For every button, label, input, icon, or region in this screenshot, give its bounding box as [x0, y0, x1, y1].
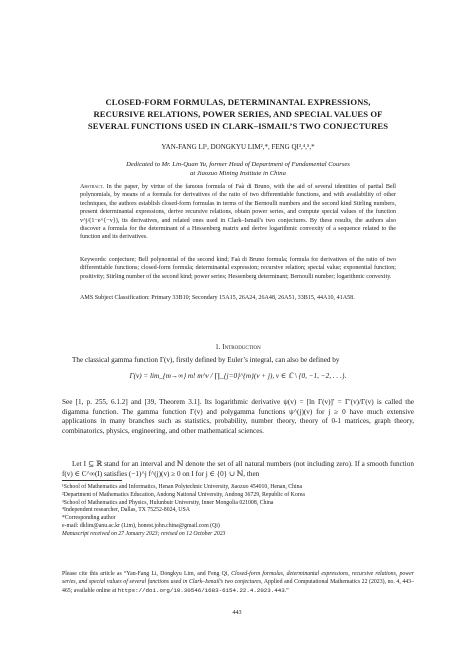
doi-link[interactable]: https://doi.org/10.30546/1683-6154.22.4.2023.443: [117, 586, 285, 594]
monotone-paragraph: Let I ⊆ ℝ stand for an interval and ℕ denote the set of all natural numbers (not including zero). If a smooth function f(v) ∈ C^∞(I) satisfies (−1)^j f^(j)(v) ≥ 0 on I for j ∈ {0} ∪ ℕ, then: [62, 460, 414, 478]
gamma-formula: Γ(v) = lim_{m→∞} m! m^v / ∏_{j=0}^{m}(v + j), v ∈ ℂ \ {0, −1, −2, . . .}.: [129, 372, 347, 380]
author-list: YAN-FANG LI¹, DONGKYU LIM²,*, FENG QI³,⁴,⁵,*: [161, 143, 315, 151]
dedication-line: at Jiaozuo Mining Institute in China: [190, 170, 286, 177]
dedication: [62, 160, 414, 178]
abstract: [80, 183, 396, 242]
keywords-label: Keywords:: [80, 257, 107, 263]
title-line: SEVERAL FUNCTIONS USED IN CLARK–ISMAIL’S TWO CONJECTURES: [87, 121, 389, 131]
keywords-text: conjecture; Bell polynomial of the second kind; Faà di Bruno formula; formula for derivatives of the ratio of two differentiable functions; closed-form formula; determinantal expression; recursive relation; special value; exponential function; positivity; Stirling number of the second kind; power series; Hessenberg determinant; Bernoulli number; logarithmic convexity.: [80, 257, 396, 280]
section-heading: 1. Introduction: [215, 343, 261, 351]
ams-classification: AMS Subject Classification: Primary 33B10; Secondary 15A15, 26A24, 26A48, 26A51, 33B15, 44A10, 41A58.: [80, 295, 355, 301]
title-line: RECURSIVE RELATIONS, POWER SERIES, AND SPECIAL VALUES OF: [93, 109, 383, 119]
dedication-line: Dedicated to Mr. Lin-Quan Yu, former Head of Department of Fundamental Courses: [126, 161, 350, 168]
keywords: [80, 256, 396, 281]
intro-paragraph: The classical gamma function Γ(v), firstly defined by Euler’s integral, can also be defined by: [72, 356, 340, 364]
footnote-line: ²Department of Mathematics Education, Andong National University, Andong 36729, Republic of Korea: [62, 491, 305, 498]
citation-mid: , Applied and Computational Mathematics 22 (2023), no. 4, 443–465; available online at: [62, 578, 414, 594]
abstract-text: In the paper, by virtue of the famous formula of Faà di Bruno, with the aid of several identities of partial Bell polynomials, by means of a formula for derivatives of the ratio of two differentiable functions, and with availability of other techniques, the authors establish closed-form formulas in terms of the Bernoulli numbers and the second kind Stirling numbers, present determinantal expressions, derive recursive relations, obtain power series, and compute special values of the function v^j/(1−e^{−v}), its derivatives, and related ones used in Clark–Ismail's two conjectures. By these results, the authors also discover a formula for the determinant of a Hessenberg matrix and derive logarithmic convexity of a sequence related to the function and its derivatives.: [80, 184, 396, 241]
footnote-line: ⁴Independent researcher, Dallas, TX 75252-8024, USA: [62, 507, 190, 514]
footnote-line: *Corresponding author: [62, 515, 116, 522]
citation-end: .”: [284, 587, 289, 594]
manuscript-dates: Manuscript received on 27 January 2023; revised on 12 October 2023: [62, 530, 226, 537]
footnote-line: ³School of Mathematics and Physics, Hulunbuir University, Inner Mongolia 021008, China: [62, 499, 274, 506]
citation-title: Closed-form formulas, determinantal expressions, recursive relations, power series, and special values of several functions used in Clark–Ismail’s two conjectures: [62, 571, 414, 585]
abstract-label: Abstract.: [80, 184, 104, 190]
citation-note: [62, 571, 414, 595]
footnote-line: ¹School of Mathematics and Informatics, Henan Polytechnic University, Jiaozuo 454010, Henan, China: [62, 484, 303, 490]
digamma-paragraph: See [1, p. 255, 6.1.2] and [39, Theorem 3.1]. Its logarithmic derivative ψ(v) = [ln Γ(v)]′ = Γ′(v)/Γ(v) is called the digamma function. The gamma function Γ(v) and polygamma functions ψ^(j)(v) for j ≥ 0 have much extensive applications in many branches such as statistics, probability, number theory, theory of 0-1 matrices, graph theory, combinatorics, physics, engineering, and other mathematical sciences.: [62, 398, 414, 435]
footnote-rule: [62, 480, 122, 481]
citation-prefix: Please cite this article as “Yan-Fang Li, Dongkyu Lim, and Feng Qi,: [62, 571, 232, 577]
footnotes: [62, 484, 414, 539]
page-number: 443: [232, 609, 242, 616]
footnote-line: e-mail: dklim@anu.ac.kr (Lim), honest.john.china@gmail.com (Qi): [62, 522, 220, 529]
title-line: CLOSED-FORM FORMULAS, DETERMINANTAL EXPRESSIONS,: [105, 97, 371, 107]
paper-title: [62, 96, 414, 132]
